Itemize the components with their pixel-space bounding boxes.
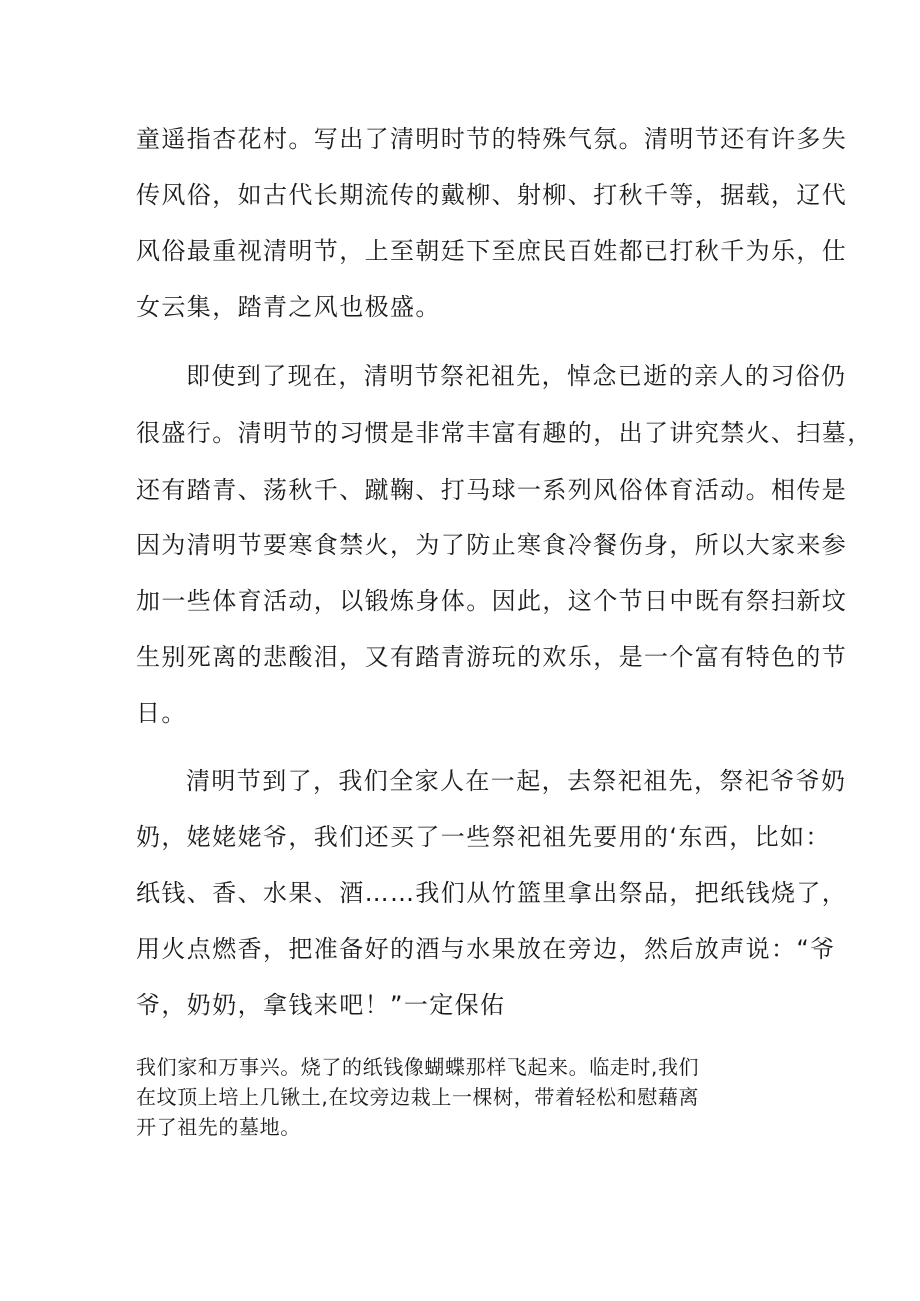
text-line: 我们家和万事兴。烧了的纸钱像蝴蝶那样飞起来。临走时,我们 — [136, 1055, 700, 1079]
text-line: 即使到了现在，清明节祭祀祖先，悼念已逝的亲人的习俗仍 — [186, 362, 847, 390]
text-line: 开了祖先的墓地。 — [136, 1115, 301, 1139]
text-line: 因为清明节要寒食禁火，为了防止寒食冷餐伤身，所以大家来参 — [136, 531, 848, 559]
text-line: 童遥指杏花村。写出了清明时节的特殊气氛。清明节还有许多失 — [136, 125, 848, 153]
text-line: 日。 — [136, 699, 187, 727]
text-line: 在坟顶上培上几锹土,在坟旁边栽上一棵树，带着轻松和慰藉离 — [136, 1085, 700, 1109]
text-line: 很盛行。清明节的习惯是非常丰富有趣的，出了讲究禁火、扫墓， — [136, 419, 873, 447]
text-line: 纸钱、香、水果、酒……我们从竹篮里拿出祭品，把纸钱烧了， — [136, 879, 848, 907]
text-line: 爷，奶奶，拿钱来吧！”一定保佑 — [136, 991, 506, 1019]
text-line: 用火点燃香，把准备好的酒与水果放在旁边，然后放声说：“爷 — [136, 935, 836, 963]
text-line: 生别死离的悲酸泪，又有踏青游玩的欢乐，是一个富有特色的节 — [136, 643, 848, 671]
text-line: 加一些体育活动，以锻炼身体。因此，这个节日中既有祭扫新坟 — [136, 587, 848, 615]
text-line: 还有踏青、荡秋千、蹴鞠、打马球一系列风俗体育活动。相传是 — [136, 476, 848, 504]
text-line: 风俗最重视清明节，上至朝廷下至庶民百姓都已打秋千为乐，仕 — [136, 237, 848, 265]
text-line: 清明节到了，我们全家人在一起，去祭祀祖先，祭祀爷爷奶 — [186, 767, 847, 795]
text-line: 女云集，踏青之风也极盛。 — [136, 293, 441, 321]
text-line: 传风俗，如古代长期流传的戴柳、射柳、打秋千等，据载，辽代 — [136, 181, 848, 209]
text-line: 奶，姥姥姥爷，我们还买了一些祭祀祖先要用的‘东西，比如： — [136, 823, 831, 851]
